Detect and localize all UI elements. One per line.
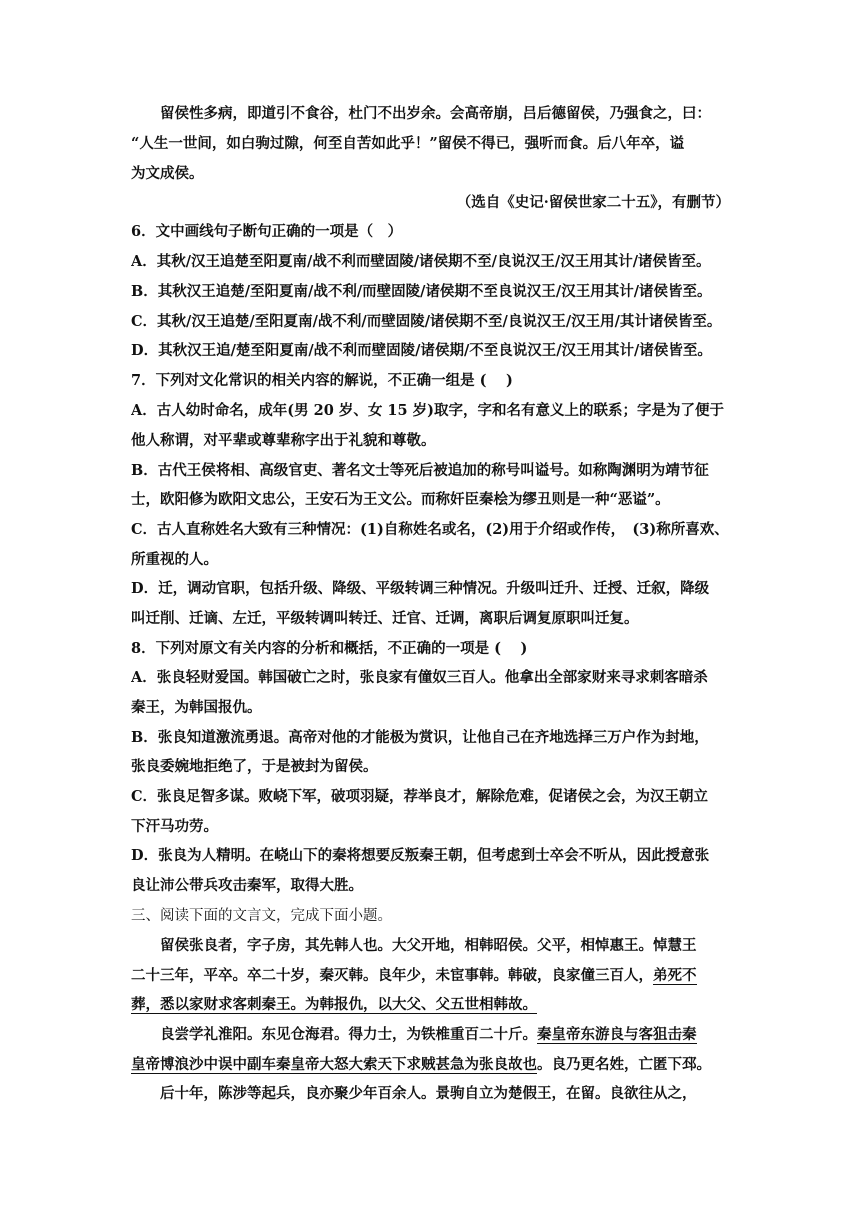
q8-line: 秦王，为韩国报仇。 [131,699,262,716]
source-note: （选自《史记·留侯世家二十五》，有删节） [456,194,730,211]
q8-line: C．张良足智多谋。败峣下军，破项羽疑，荐举良才，解除危难，促诸侯之会，为汉王朝立 [131,788,709,805]
underlined-sentence: 葬，悉以家财求客刺秦王。为韩报仇，以大父、父五世相韩故。 [131,996,537,1013]
q7-line: D．迁，调动官职，包括升级、降级、平级转调三种情况。升级叫迁升、迁授、迁叙，降级 [131,580,710,597]
q7-line: 他人称谓，对平辈或尊辈称字出于礼貌和尊敬。 [131,432,436,449]
question-6-stem: 6．文中画线句子断句正确的一项是（ ） [131,223,403,240]
underlined-sentence: 弟死不 [653,967,697,984]
passage2-line: 后十年，陈涉等起兵，良亦聚少年百余人。景驹自立为楚假王，在留。良欲往从之， [160,1085,697,1102]
q8-line: B．张良知道激流勇退。高帝对他的才能极为赏识，让他自己在齐地选择三万户作为封地， [131,729,709,746]
q8-line: A．张良轻财爱国。韩国破亡之时，张良家有僮奴三百人。他拿出全部家财来寻求刺客暗杀 [131,669,708,686]
passage-line: “人生一世间，如白驹过隙，何至自苦如此乎！”留侯不得已，强听而食。后八年卒，谥 [131,135,685,152]
q7-line: 士，欧阳修为欧阳文忠公，王安石为王文公。而称奸臣秦桧为缪丑则是一种“恶谥”。 [131,491,670,508]
passage2-line [131,1055,731,1075]
question-7-stem: 7．下列对文化常识的相关内容的解说，不正确一组是 ( ) [131,372,513,389]
q6-option-d: D．其秋汉王追/楚至阳夏南/战不利而壁固陵/诸侯期/不至良说汉王/汉王用其计/诸侯皆至。 [131,342,712,359]
passage2-text: 。良乃更名姓，亡匿下邳。 [537,1056,711,1073]
q7-line: 所重视的人。 [131,551,218,568]
q7-line: B．古代王侯将相、高级官吏、著名文士等死后被追加的称号叫谥号。如称陶渊明为靖节征 [131,462,709,479]
q8-line: 下汗马功劳。 [131,818,218,835]
q6-option-c: C．其秋/汉王追楚/至阳夏南/战不利/而壁固陵/诸侯期不至/良说汉王/汉王用/其计诸侯皆至。 [131,313,722,330]
underlined-sentence: 秦皇帝东游良与客狙击秦 [537,1026,697,1043]
q7-line: C．古人直称姓名大致有三种情况：(1)自称姓名或名，(2)用于介绍或作传， (3)称所喜欢、 [131,521,729,538]
q7-line: 叫迁削、迁谪、左迁，平级转调叫转迁、迁官、迁调，离职后调复原职叫迁复。 [131,610,639,627]
passage2-line [131,966,731,986]
passage2-line [131,995,731,1015]
q7-line: A．古人幼时命名，成年(男 20 岁、女 15 岁)取字，字和名有意义上的联系；字是为了便于 [131,402,725,419]
q8-line: D．张良为人精明。在峣山下的秦将想要反叛秦王朝，但考虑到士卒会不听从，因此授意张 [131,847,710,864]
passage-line: 留侯性多病，即道引不食谷，杜门不出岁余。会高帝崩，吕后德留侯，乃强食之，曰： [160,105,711,122]
q8-line: 良让沛公带兵攻击秦军，取得大胜。 [131,877,363,894]
passage2-text: 二十三年，平卒。卒二十岁，秦灭韩。良年少，未宦事韩。韩破，良家僮三百人， [131,967,653,984]
passage2-line: 留侯张良者，字子房，其先韩人也。大父开地，相韩昭侯。父平，相悼惠王。悼慧王 [160,937,697,954]
passage-line: 为文成侯。 [131,165,204,182]
q8-line: 张良委婉地拒绝了，于是被封为留侯。 [131,758,378,775]
section-heading: 三、阅读下面的文言文，完成下面小题。 [131,908,392,924]
q6-option-b: B．其秋汉王追楚/至阳夏南/战不利/而壁固陵/诸侯期不至良说汉王/汉王用其计/诸侯皆至。 [131,283,712,300]
passage2-text: 良尝学礼淮阳。东见仓海君。得力士，为铁椎重百二十斤。 [160,1026,537,1043]
passage2-line [160,1025,730,1045]
q6-option-a: A．其秋/汉王追楚至阳夏南/战不利而壁固陵/诸侯期不至/良说汉王/汉王用其计/诸侯皆至。 [131,253,711,270]
underlined-sentence: 皇帝博浪沙中误中副车秦皇帝大怒大索天下求贼甚急为张良故也 [131,1056,537,1073]
question-8-stem: 8．下列对原文有关内容的分析和概括，不正确的一项是 ( ) [131,640,528,657]
